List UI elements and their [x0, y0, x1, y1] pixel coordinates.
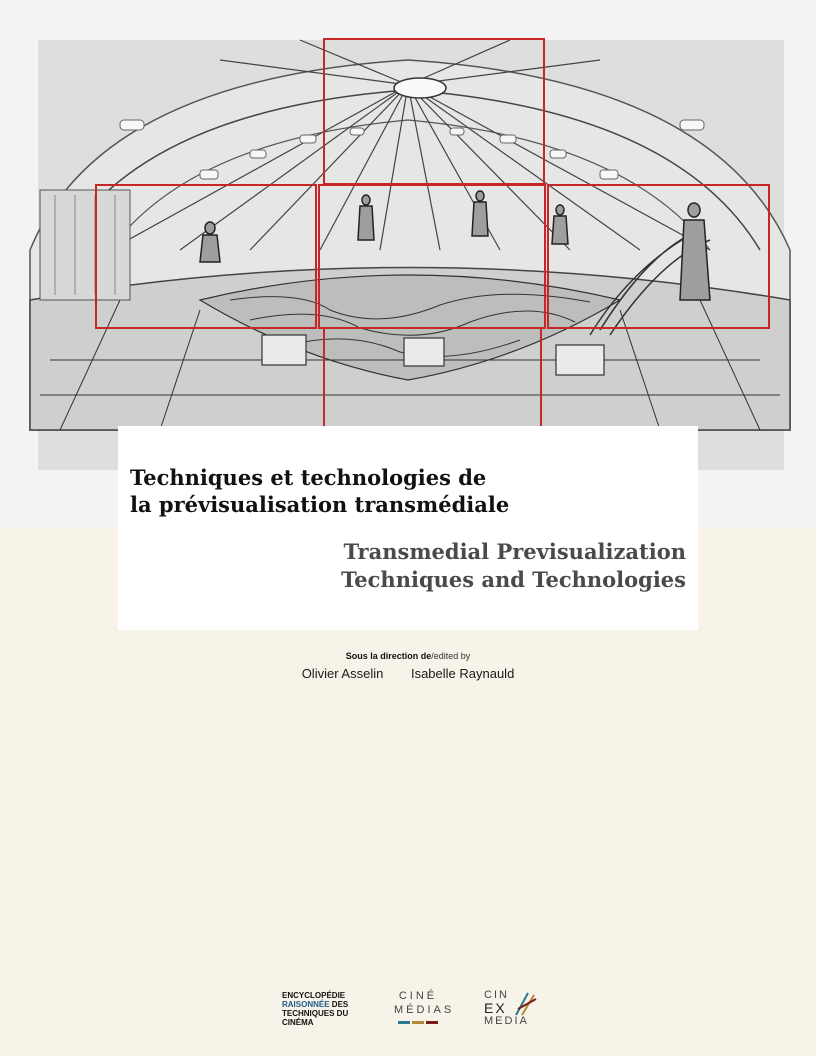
cinemedias-logo: [394, 989, 455, 1025]
editorial-credit: [0, 651, 816, 661]
erc-logo-line: TECHNIQUES DU: [282, 1009, 349, 1018]
cinexmedia-logo-line: CIN: [484, 989, 509, 1001]
title-french-line: Techniques et technologies de: [130, 465, 487, 490]
erc-logo-line: ENCYCLOPÉDIE: [282, 991, 346, 1000]
editor-list: [0, 666, 816, 681]
title-french: [130, 464, 650, 518]
direction-french: Sous la direction de: [345, 651, 432, 661]
editor-name: Isabelle Raynauld: [410, 666, 515, 681]
erc-logo-line: CINÉMA: [282, 1018, 314, 1027]
erc-logo-word: DES: [331, 1000, 349, 1009]
cinexmedia-slashes-icon: [514, 991, 538, 1017]
title-english-line: Transmedial Previsualization: [343, 539, 686, 564]
title-english: [166, 538, 686, 594]
erc-logo-accent: RAISONNÉE: [282, 1000, 330, 1009]
editor-name: Olivier Asselin: [301, 666, 384, 681]
cinexmedia-logo-line: MEDIA: [484, 1015, 529, 1027]
publisher-logos: [0, 988, 816, 1036]
direction-english: /edited by: [431, 651, 471, 661]
title-card: [118, 426, 698, 630]
title-french-line: la prévisualisation transmédiale: [130, 492, 510, 517]
cinemedias-logo-line: CINÉ: [398, 990, 438, 1002]
erc-logo: [282, 991, 348, 1027]
cinemedias-logo-line: MÉDIAS: [394, 1004, 455, 1016]
cinexmedia-logo-line: EX: [484, 1000, 507, 1016]
title-english-line: Techniques and Technologies: [341, 567, 686, 592]
cinemedias-bars-icon: [394, 1021, 442, 1025]
cinexmedia-logo: [484, 989, 538, 1028]
erc-logo-line: [282, 1000, 348, 1009]
